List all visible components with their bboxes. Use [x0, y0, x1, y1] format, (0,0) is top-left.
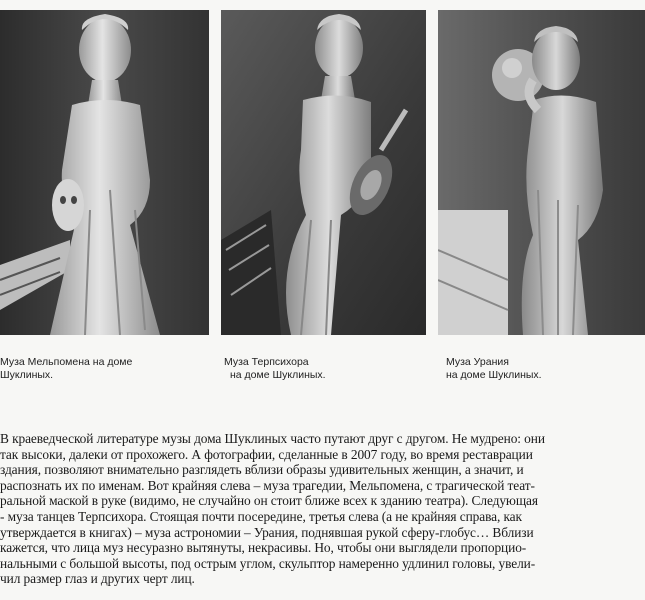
article-line: нальными с большой высоты, под острым углом, скульптор намеренно удлинил головы, увели-: [0, 555, 536, 571]
article-line: кажется, что лица муз несуразно вытянуты, некрасивы. Но, чтобы они выглядели пропорцио-: [0, 540, 527, 556]
caption-line: Муза Мельпомена на доме: [0, 356, 133, 368]
melpomene-statue-image: [0, 10, 209, 335]
photo-urania: [438, 10, 645, 335]
caption-line: на доме Шуклиных.: [230, 369, 326, 381]
article-line: ральной маской в руке (видимо, не случайно он стоит ближе всех к зданию театра). Следующая: [0, 493, 538, 509]
caption-line: на доме Шуклиных.: [446, 369, 542, 381]
terpsichore-statue-image: [221, 10, 426, 335]
article-line: здания, позволяют внимательно разглядеть вблизи образы удивительных женщин, а значит, и: [0, 462, 524, 478]
caption-line: Шуклиных.: [0, 369, 54, 381]
article-line: утверждается в книгах) – муза астрономии – Урания, поднявшая рукой сферу-глобус… Вблизи: [0, 524, 534, 540]
article-line: В краеведческой литературе музы дома Шуклиных часто путают друг с другом. Не мудрено: они: [0, 431, 545, 446]
caption-terpsichore: [224, 356, 424, 382]
photo-terpsichore: [221, 10, 426, 335]
photo-melpomene: [0, 10, 209, 335]
caption-line: Муза Терпсихора: [224, 356, 309, 368]
article-paragraph: [0, 431, 645, 587]
article-line: распознать их по именам. Вот крайняя слева – муза трагедии, Мельпомена, с трагической теат-: [0, 477, 535, 493]
article-line: так высоки, далеки от прохожего. А фотографии, сделанные в 2007 году, во время реставрации: [0, 446, 533, 462]
urania-statue-image: [438, 10, 645, 335]
article-line: - муза танцев Терпсихора. Стоящая почти посередине, третья слева (а не крайняя справа, как: [0, 508, 522, 524]
caption-melpomene: [0, 356, 200, 382]
caption-line: Муза Урания: [446, 356, 509, 368]
caption-urania: [446, 356, 636, 382]
article-line: чил размер глаз и других черт лиц.: [0, 571, 195, 587]
